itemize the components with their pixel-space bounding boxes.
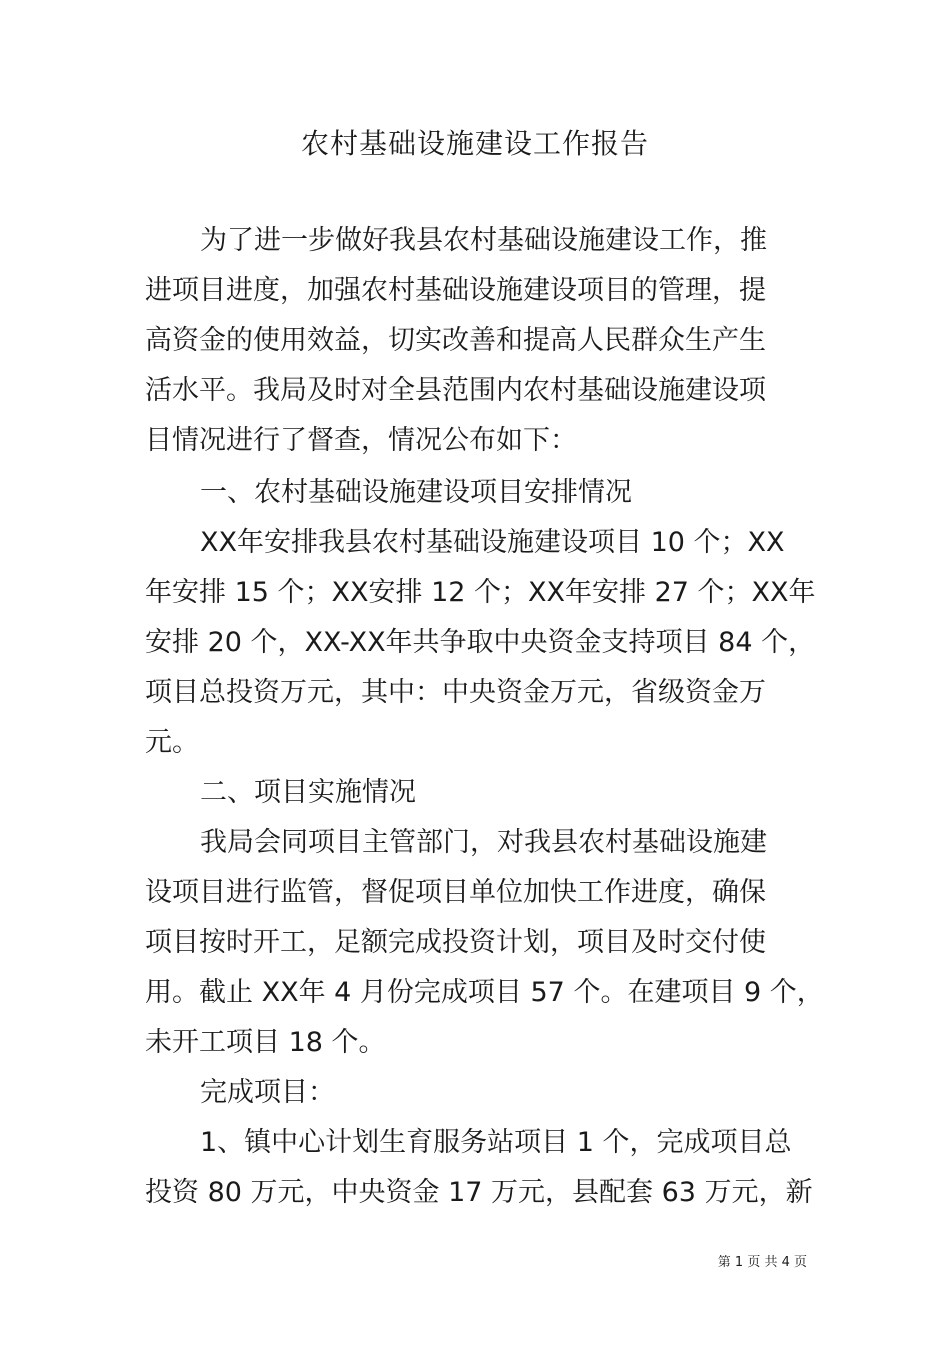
paragraph-line: 未开工项目 18 个。: [145, 1027, 386, 1058]
section-heading: 二、项目实施情况: [200, 777, 416, 808]
paragraph-line: 项目总投资万元，其中：中央资金万元，省级资金万: [145, 677, 766, 708]
paragraph-line: 设项目进行监管，督促项目单位加快工作进度，确保: [145, 877, 766, 908]
paragraph-line: 安排 20 个，XX-XX年共争取中央资金支持项目 84 个，: [145, 627, 816, 658]
paragraph-line: 用。截止 XX年 4 月份完成项目 57 个。在建项目 9 个，: [145, 977, 824, 1008]
paragraph-line: 目情况进行了督查，情况公布如下：: [145, 425, 577, 456]
paragraph-line: 年安排 15 个；XX安排 12 个；XX年安排 27 个；XX年: [145, 577, 816, 608]
paragraph-line: 元。: [145, 727, 199, 758]
paragraph-line: 1、镇中心计划生育服务站项目 1 个，完成项目总: [200, 1127, 792, 1158]
paragraph-line: 我局会同项目主管部门，对我县农村基础设施建: [200, 827, 767, 858]
paragraph-line: 投资 80 万元，中央资金 17 万元，县配套 63 万元，新: [145, 1177, 813, 1208]
section-heading: 一、农村基础设施建设项目安排情况: [200, 477, 632, 508]
paragraph-line: 进项目进度，加强农村基础设施建设项目的管理，提: [145, 275, 766, 306]
paragraph-line: 活水平。我局及时对全县范围内农村基础设施建设项: [145, 375, 766, 406]
paragraph-line: 为了进一步做好我县农村基础设施建设工作，推: [200, 225, 767, 256]
paragraph-line: 项目按时开工，足额完成投资计划，项目及时交付使: [145, 927, 766, 958]
section-heading: 完成项目：: [200, 1077, 335, 1108]
paragraph-line: XX年安排我县农村基础设施建设项目 10 个；XX: [200, 527, 785, 558]
document-title: 农村基础设施建设工作报告: [300, 127, 649, 160]
paragraph-line: 高资金的使用效益，切实改善和提高人民群众生产生: [145, 325, 766, 356]
page-number: 第 1 页 共 4 页: [717, 1255, 807, 1270]
